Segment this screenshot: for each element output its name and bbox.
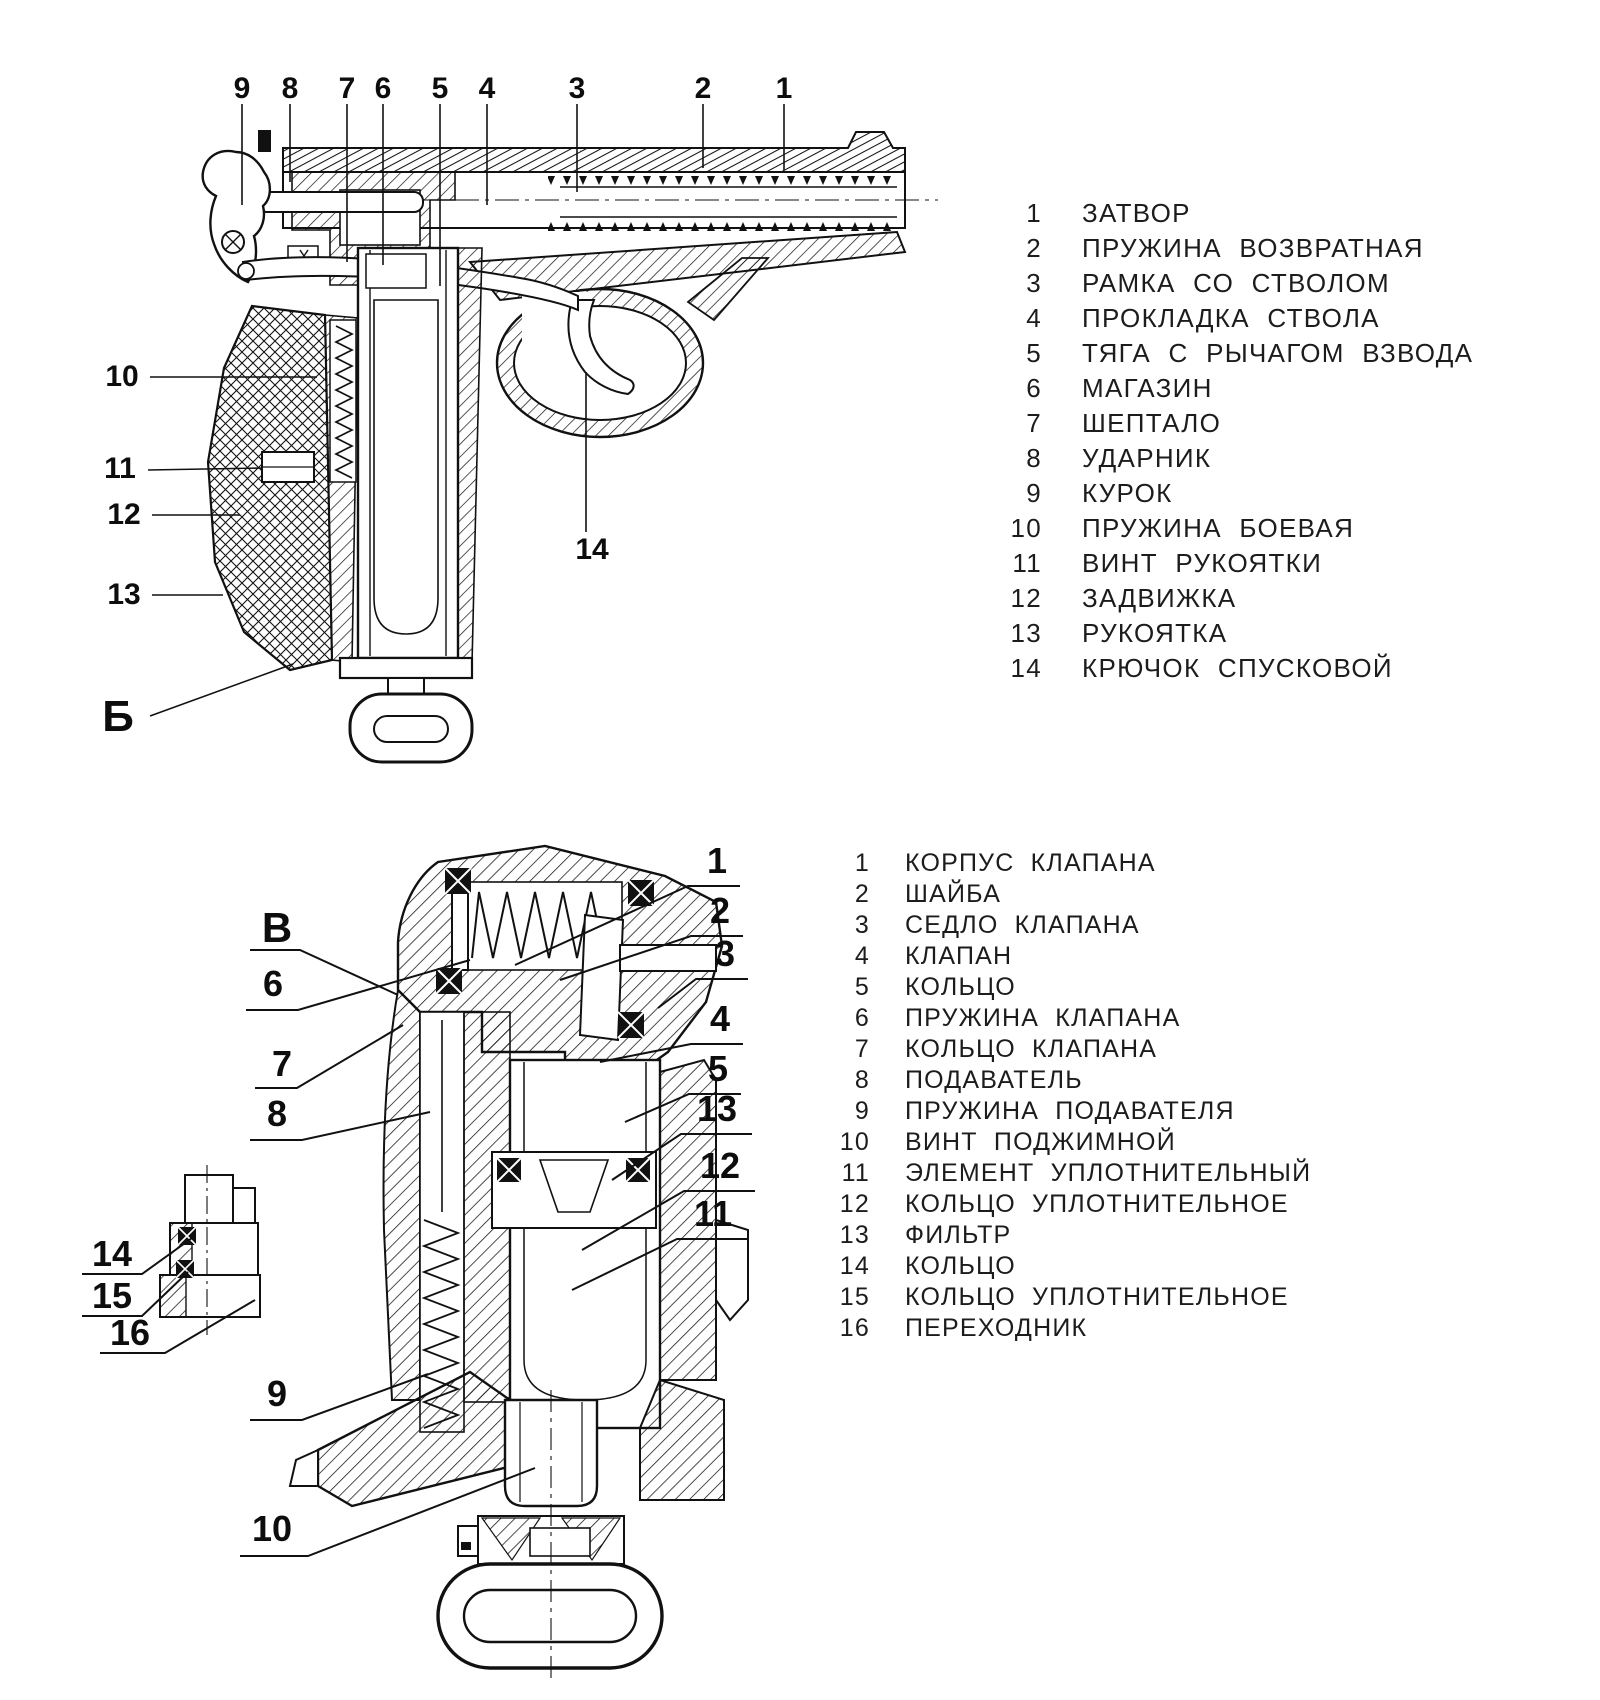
front-strap [458,248,482,664]
legend-row-number: 14 [839,1252,870,1280]
fig2-callout-3: 3 [714,933,736,974]
legend-row-label: ВИНТ РУКОЯТКИ [1082,548,1323,578]
o-ring [445,868,471,894]
legend-row [800,848,1311,879]
fig1-callout-11: 11 [104,452,136,485]
valve-assembly-figure [0,760,800,1700]
fig1-callout-14: 14 [575,533,609,566]
fig1-callout-7: 7 [338,72,356,105]
right-clip [716,1220,748,1320]
legend-row-label: КОРПУС КЛАПАНА [905,849,1156,877]
legend-row [992,616,1473,651]
o-ring [628,880,654,906]
recoil-spring-bottom [548,220,898,231]
pressure-screw [505,1400,597,1506]
fig2-callout-10: 10 [251,1508,293,1549]
lanyard-swivel-slot [464,1590,636,1642]
legend-row [992,336,1473,371]
legend-row [800,972,1311,1003]
legend-row [992,441,1473,476]
legend-row-number: 6 [1026,373,1042,403]
grip-panel [208,306,332,670]
legend-row-number: 4 [854,942,870,970]
right-flare [640,1380,724,1500]
magazine-follower [366,254,426,288]
legend-row-label: УДАРНИК [1082,443,1212,473]
legend-row-number: 7 [854,1035,870,1063]
fig1-callout-1: 1 [775,72,793,105]
legend-row-label: ЗАТВОР [1082,198,1191,228]
legend-row [800,1158,1311,1189]
legend-row-number: 4 [1026,303,1042,333]
foot-toe [290,1450,318,1486]
legend-row [992,511,1473,546]
legend-row [800,1251,1311,1282]
washer [452,882,468,970]
legend-valve-parts [800,848,1311,1344]
legend-row-label: ПРОКЛАДКА СТВОЛА [1082,303,1380,333]
legend-row-label: КОЛЬЦО УПЛОТНИТЕЛЬНОЕ [905,1283,1289,1311]
legend-row-label: РАМКА СО СТВОЛОМ [1082,268,1390,298]
lanyard-slot [374,716,448,742]
fig2-callout-12: 12 [699,1145,741,1186]
legend-row [992,371,1473,406]
swivel-tab [458,1526,478,1556]
legend-row-label: КЛАПАН [905,942,1013,970]
legend-row-number: 10 [839,1128,870,1156]
fig1-callout-8: 8 [281,72,299,105]
fig2-callout-15: 15 [91,1275,133,1316]
legend-row-label: ЗАДВИЖКА [1082,583,1237,613]
legend-row-number: 2 [1026,233,1042,263]
legend-row-number: 16 [839,1314,870,1342]
fig1-callout-10: 10 [105,360,139,393]
pistol-drawing [203,130,938,762]
legend-row-number: 15 [839,1283,870,1311]
legend-row-label: ПЕРЕХОДНИК [905,1314,1088,1342]
fig2-callout-1: 1 [706,840,728,881]
legend-row-number: 7 [1026,408,1042,438]
legend-row-label: ШАЙБА [905,880,1002,908]
fig2-callout-5: 5 [707,1048,729,1089]
fig1-section-letter: Б [102,692,134,741]
legend-row-label: ПРУЖИНА КЛАПАНА [905,1004,1181,1032]
o-ring [618,1012,644,1038]
legend-row-label: КОЛЬЦО [905,973,1016,1001]
valve-stem [580,915,623,1040]
legend-row [992,581,1473,616]
legend-row [800,1065,1311,1096]
legend-row-number: 12 [839,1190,870,1218]
legend-row [800,1282,1311,1313]
legend-row [992,266,1473,301]
fig1-callout-4: 4 [478,72,496,105]
legend-row-number: 11 [1012,548,1042,578]
fig2-callout-2: 2 [709,890,731,931]
fig2-callout-11: 11 [693,1193,733,1234]
fig2-callout-13: 13 [696,1088,738,1129]
fig1-callout-6: 6 [374,72,392,105]
legend-row [800,1034,1311,1065]
legend-row-number: 3 [854,911,870,939]
fig1-callout-5: 5 [431,72,449,105]
rear-sight [258,130,271,152]
fig1-callout-9: 9 [233,72,251,105]
legend-row [992,651,1473,686]
legend-row [800,879,1311,910]
legend-row-label: ПРУЖИНА ПОДАВАТЕЛЯ [905,1097,1235,1125]
legend-row-label: ЭЛЕМЕНТ УПЛОТНИТЕЛЬНЫЙ [905,1159,1312,1187]
legend-row [800,1003,1311,1034]
fig2-callout-9: 9 [266,1373,288,1414]
legend-row-number: 13 [839,1221,870,1249]
legend-row-label: СЕДЛО КЛАПАНА [905,911,1140,939]
fig2-section-letter: В [261,904,293,951]
legend-row-label: ПОДАВАТЕЛЬ [905,1066,1083,1094]
fig2-callout-8: 8 [266,1093,288,1134]
legend-row-number: 9 [1026,478,1042,508]
legend-row-number: 14 [1010,653,1042,683]
legend-row-label: КУРОК [1082,478,1173,508]
legend-row-label: КОЛЬЦО КЛАПАНА [905,1035,1158,1063]
legend-row-number: 9 [854,1097,870,1125]
legend-row-number: 5 [1026,338,1042,368]
legend-row [992,231,1473,266]
fig1-callout-12: 12 [107,498,141,531]
firing-pin [258,192,423,212]
legend-row [800,1096,1311,1127]
legend-row-number: 12 [1010,583,1042,613]
legend-row-label: КРЮЧОК СПУСКОВОЙ [1082,653,1393,683]
legend-row-number: 5 [854,973,870,1001]
slide-top-strip [283,132,905,172]
fig2-callout-16: 16 [109,1312,151,1353]
legend-row [800,1220,1311,1251]
legend-row [800,1313,1311,1344]
legend-row-number: 8 [854,1066,870,1094]
left-wall [384,990,420,1400]
legend-row-label: КОЛЬЦО [905,1252,1016,1280]
fig1-callout-13: 13 [107,578,141,611]
legend-row-number: 6 [854,1004,870,1032]
legend-row-number: 3 [1026,268,1042,298]
legend-row [800,910,1311,941]
fig2-callout-14: 14 [91,1233,133,1274]
legend-row [992,546,1473,581]
legend-row-label: МАГАЗИН [1082,373,1213,403]
co2-cartridge [374,300,438,634]
legend-row-label: ВИНТ ПОДЖИМНОЙ [905,1128,1176,1156]
legend-row-number: 1 [854,849,870,877]
legend-row-label: ПРУЖИНА ВОЗВРАТНАЯ [1082,233,1424,263]
legend-row [800,1189,1311,1220]
legend-row-label: РУКОЯТКА [1082,618,1228,648]
fig2-callout-4: 4 [709,998,731,1039]
legend-row [992,406,1473,441]
legend-row [800,1127,1311,1158]
legend-row [800,941,1311,972]
legend-row-label: ФИЛЬТР [905,1221,1012,1249]
recoil-spring-top [548,174,898,185]
fig2-callout-6: 6 [262,963,284,1004]
legend-row-number: 8 [1026,443,1042,473]
legend-pistol-parts [992,196,1473,686]
legend-row-number: 13 [1010,618,1042,648]
gas-cylinder [510,1060,660,1428]
fig1-callout-2: 2 [694,72,712,105]
legend-row-label: ШЕПТАЛО [1082,408,1222,438]
legend-row-label: КОЛЬЦО УПЛОТНИТЕЛЬНОЕ [905,1190,1289,1218]
o-ring [436,968,462,994]
legend-row-number: 11 [841,1159,870,1187]
legend-row-number: 2 [854,880,870,908]
magazine-base [340,658,472,678]
legend-row-label: ПРУЖИНА БОЕВАЯ [1082,513,1355,543]
fig1-callout-3: 3 [568,72,586,105]
legend-row [992,196,1473,231]
legend-row-number: 10 [1010,513,1042,543]
pistol-cross-section-figure [0,0,960,780]
legend-row-number: 1 [1026,198,1042,228]
legend-row [992,301,1473,336]
valve-seat-pin [620,945,716,971]
legend-row [992,476,1473,511]
legend-row-label: ТЯГА С РЫЧАГОМ ВЗВОДА [1082,338,1474,368]
fig2-callout-7: 7 [271,1043,293,1084]
o-ring [497,1158,521,1182]
